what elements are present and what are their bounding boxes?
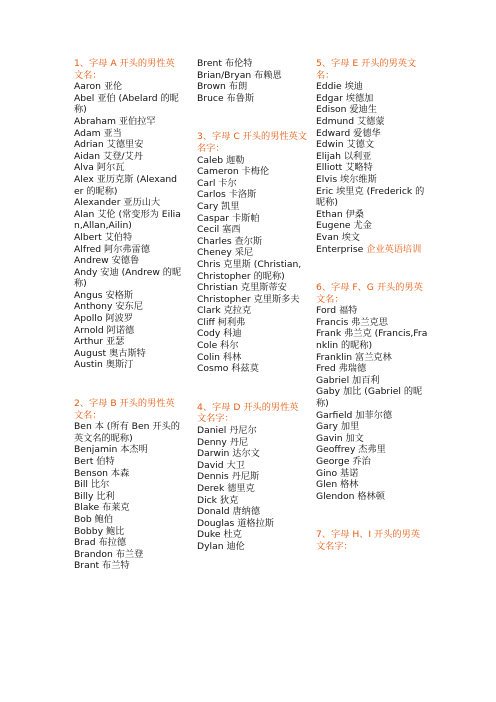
name-entry: Brian/Bryan 布赖恩 [197,69,282,81]
section-heading: 7、字母 H、I 开头的男英文名字： [316,529,420,552]
name-entry: Frank 弗兰克 (Francis,Franklin 的昵称) [316,328,428,352]
section-heading: 5、字母 E 开头的男英文名： [316,58,417,81]
name-entry: Edwin 艾德文 [316,139,375,151]
name-section [197,58,307,104]
name-entry: Dylan 迪伦 [197,540,245,552]
name-entry: Brandon 布兰登 [74,548,144,560]
name-entry: Aaron 亚伦 [74,81,123,93]
name-entry: Cheney 采尼 [197,247,254,259]
name-entry: Bill 比尔 [74,479,110,491]
name-entry: Arnold 阿诺德 [74,324,135,336]
name-entry: Charles 查尔斯 [197,235,263,247]
name-entry: Alexander 亚历山大 [74,197,161,209]
name-entry: Cody 科迪 [197,328,242,340]
name-entry: Apollo 阿波罗 [74,313,133,325]
name-entry: Brant 布兰特 [74,560,130,572]
name-entry: Arthur 亚瑟 [74,336,125,348]
name-entry: Abel 亚伯 (Abelard 的昵称) [74,92,179,116]
name-entry: Duke 杜克 [197,529,242,541]
name-entry: Edmund 艾德蒙 [316,115,385,127]
name-entry: Andy 安迪 (Andrew 的昵称) [74,266,182,290]
name-entry: Glen 格林 [316,479,359,491]
name-entry-text: Enterprise [316,243,367,255]
name-entry: Francis 弗兰克思 [316,316,388,328]
name-entry: Albert 艾伯特 [74,231,133,243]
name-entry: Cameron 卡梅伦 [197,166,270,178]
name-entry: Eddie 埃迪 [316,81,363,93]
name-entry: Angus 安格斯 [74,289,134,301]
name-entry: Benjamin 本杰明 [74,444,148,456]
name-entry [316,244,428,256]
name-entry: Austin 奥斯汀 [74,359,134,371]
name-entry: Fred 弗瑞德 [316,363,367,375]
name-entry: Chris 克里斯 (Christian,Christopher 的昵称) [197,258,302,282]
name-entry: Caleb 迦勒 [197,154,245,166]
name-entry: Eugene 尤金 [316,220,372,232]
name-entry: Brown 布朗 [197,81,248,93]
name-entry: August 奥古斯特 [74,347,146,359]
name-entry: Elliott 艾略特 [316,162,373,174]
name-entry: Cecil 塞西 [197,224,241,236]
name-entry: Cary 凯里 [197,200,240,212]
name-entry: Evan 埃文 [316,231,360,243]
section-heading: 2、字母 B 开头的男性英文名： [74,398,175,421]
name-entry: Clark 克拉克 [197,305,252,317]
name-section [316,529,428,552]
name-entry: Gary 加里 [316,421,360,433]
name-entry: Christian 克里斯蒂安 [197,282,287,294]
name-entry: Bruce 布鲁斯 [197,92,255,104]
section-heading: 3、字母 C 开头的男性英文名字： [197,131,307,154]
name-entry: Franklin 富兰克林 [316,351,392,363]
column-3 [316,58,428,553]
name-entry: Derek 德里克 [197,483,255,494]
name-entry: Gaby 加比 (Gabriel 的昵称) [316,386,423,410]
name-entry: Cliff 柯利弗 [197,316,246,328]
name-section [316,282,428,502]
name-entry: Adam 亚当 [74,127,122,139]
section-heading: 6、字母 F、G 开头的男英文名： [316,282,423,305]
name-section [74,398,182,572]
name-entry: Alva 阿尔瓦 [74,162,125,174]
name-section [197,402,307,553]
name-entry: Garfield 加菲尔德 [316,409,393,421]
name-entry: Alex 亚历克斯 (Alexander 的昵称) [74,173,177,197]
name-entry: Blake 布莱克 [74,502,130,514]
name-entry: Edward 爱德华 [316,127,381,139]
name-entry: Edgar 埃德加 [316,92,374,104]
name-section [197,131,307,374]
name-entry: Donald 唐纳德 [197,506,261,518]
name-entry: Cosmo 科兹莫 [197,363,259,375]
name-entry: Darwin 达尔文 [197,448,260,460]
name-entry: Gino 基诺 [316,467,359,479]
name-entry: Benson 本森 [74,467,130,479]
name-entry: Aidan 艾登/艾丹 [74,150,143,162]
name-entry: Abraham 亚伯拉罕 [74,115,156,127]
name-entry: George 乔治 [316,456,371,467]
section-heading: 4、字母 D 开头的男性英文名字： [197,401,299,425]
name-section [316,58,428,255]
name-entry: Dick 狄克 [197,494,239,506]
name-entry: Ethan 伊桑 [316,208,364,220]
name-entry: Dennis 丹尼斯 [197,471,260,483]
section-heading: 1、字母 A 开头的男性英文名： [74,58,175,81]
name-entry: Carlos 卡洛斯 [197,189,257,201]
name-entry: Alan 艾伦 (常变形为 Eilian,Allan,Ailin) [74,208,181,232]
name-entry: Bob 鲍伯 [74,513,114,525]
name-entry: Elijah 以利亚 [316,150,372,162]
name-section [74,58,182,371]
name-entry: Adrian 艾德里安 [74,139,144,151]
name-entry: David 大卫 [197,459,245,471]
name-entry: Anthony 安东尼 [74,301,143,313]
name-entry: Denny 丹尼 [197,436,249,448]
name-entry: Geoffrey 杰弗里 [316,444,386,456]
name-entry: Bert 伯特 [74,456,115,467]
name-entry: Glendon 格林顿 [316,490,385,502]
name-entry: Billy 比利 [74,490,115,502]
name-entry: Alfred 阿尔弗雷德 [74,243,150,255]
name-entry: Edison 爱迪生 [316,104,377,116]
name-entry: Carl 卡尔 [197,177,237,189]
name-entry: Eric 埃里克 (Frederick 的昵称) [316,185,425,209]
name-entry: Christopher 克里斯多夫 [197,293,300,305]
name-entry: Elvis 埃尔维斯 [316,173,377,185]
name-entry: Cole 科尔 [197,340,239,352]
name-entry: Daniel 丹尼尔 [197,425,257,437]
name-entry: Andrew 安德鲁 [74,255,140,267]
name-entry: Colin 科林 [197,351,242,363]
name-entry: Caspar 卡斯帕 [197,212,260,224]
name-entry: Gabriel 加百利 [316,374,380,386]
name-entry: Brent 布伦特 [197,58,253,69]
name-entry: Ford 福特 [316,305,358,317]
column-1 [74,58,182,572]
name-entry: Brad 布拉德 [74,537,127,549]
column-2 [197,58,307,553]
name-entry: Ben 本 (所有 Ben 开头的英文名的昵称) [74,421,180,444]
name-entry: Bobby 鲍比 [74,525,125,537]
name-entry: Douglas 道格拉斯 [197,517,274,529]
name-entry: Gavin 加文 [316,432,364,444]
highlight-link-text: 企业英语培训 [366,243,422,255]
